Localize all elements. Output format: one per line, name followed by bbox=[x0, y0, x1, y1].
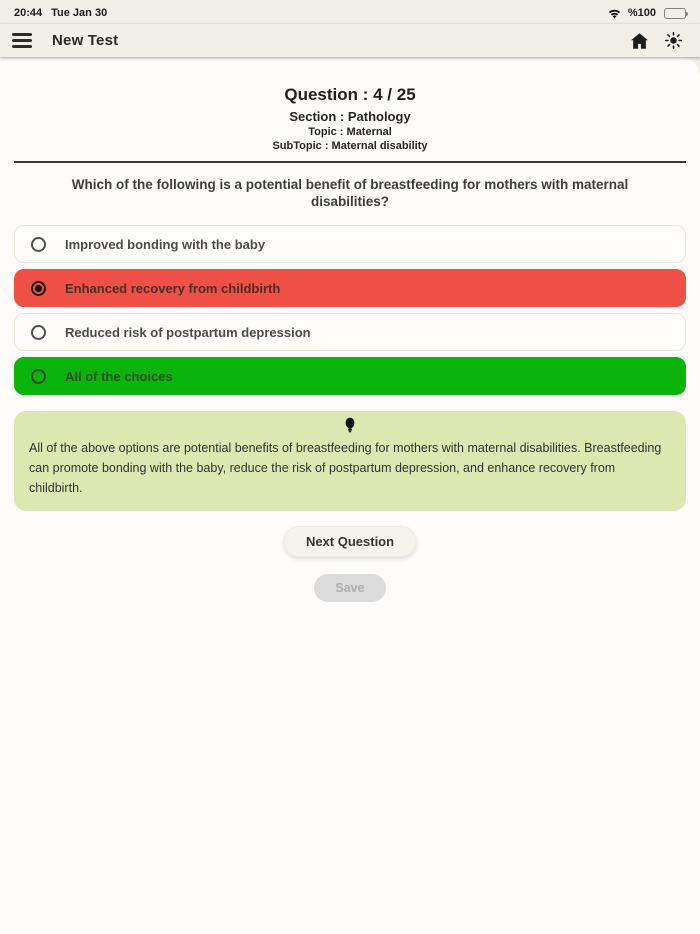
question-text: Which of the following is a potential benefit of breastfeeding for mothers with maternal disabilities? bbox=[71, 177, 629, 209]
option-label: All of the choices bbox=[65, 368, 173, 384]
question-topic: Topic : Maternal bbox=[308, 126, 392, 138]
option-all-of-the-choices[interactable] bbox=[14, 357, 686, 395]
app-bar bbox=[0, 24, 700, 57]
status-date: Tue Jan 30 bbox=[51, 7, 108, 19]
save-button[interactable]: Save bbox=[314, 574, 385, 602]
page-title: New Test bbox=[52, 32, 119, 49]
option-label: Enhanced recovery from childbirth bbox=[65, 280, 281, 296]
menu-icon[interactable] bbox=[12, 33, 32, 48]
lightbulb-icon bbox=[29, 417, 671, 435]
explanation-text: All of the above options are potential benefits of breastfeeding for mothers with maternal disabilities. Breastfeeding can promote bonding with the baby, reduce the risk of postpartum depression, and enhance recovery from childbirth. bbox=[29, 441, 662, 495]
home-icon[interactable] bbox=[631, 33, 648, 49]
option-enhanced-recovery[interactable] bbox=[14, 269, 686, 307]
next-question-button[interactable]: Next Question bbox=[284, 526, 416, 557]
explanation-panel bbox=[14, 411, 686, 511]
battery-icon bbox=[664, 8, 686, 19]
radio-selected-icon bbox=[31, 281, 46, 296]
question-section: Section : Pathology bbox=[289, 109, 411, 124]
radio-unselected-icon bbox=[31, 369, 46, 384]
radio-unselected-icon bbox=[31, 237, 46, 252]
status-time: 20:44 bbox=[14, 7, 43, 19]
option-label: Improved bonding with the baby bbox=[65, 236, 266, 252]
option-reduced-risk[interactable] bbox=[14, 313, 686, 351]
options-list bbox=[14, 225, 686, 395]
question-counter: Question : 4 / 25 bbox=[284, 85, 416, 104]
content-sheet bbox=[0, 57, 700, 934]
option-label: Reduced risk of postpartum depression bbox=[65, 324, 311, 340]
divider bbox=[14, 161, 686, 163]
brightness-icon[interactable] bbox=[665, 32, 682, 49]
status-bar bbox=[0, 0, 700, 24]
question-header bbox=[0, 57, 700, 153]
wifi-icon bbox=[607, 8, 622, 19]
radio-unselected-icon bbox=[31, 325, 46, 340]
battery-percent: %100 bbox=[627, 7, 656, 19]
option-improved-bonding[interactable] bbox=[14, 225, 686, 263]
question-subtopic: SubTopic : Maternal disability bbox=[272, 140, 428, 152]
